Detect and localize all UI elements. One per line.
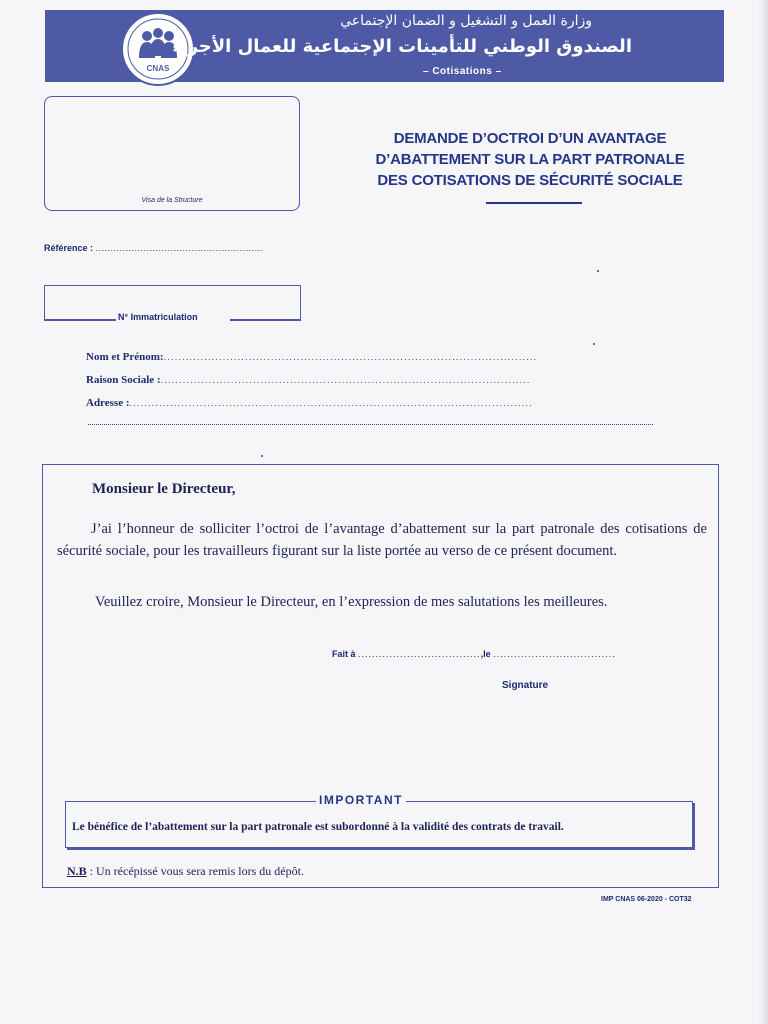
letter-body: J’ai l’honneur de solliciter l’octroi de l’avantage d’abattement sur la part patronale des cotisations de sécurité sociale, pour les travailleurs figurant sur la liste portée au verso de ce présent document. (57, 521, 707, 559)
field-label: Raison Sociale : (86, 374, 161, 386)
important-title: IMPORTANT (316, 793, 406, 807)
paper-speck (593, 343, 595, 345)
form-title (350, 128, 710, 191)
reference-field[interactable] (44, 243, 264, 253)
fait-label: Fait à (332, 649, 356, 659)
section-label: – Cotisations – (423, 66, 502, 77)
important-text: Le bénéfice de l’abattement sur la part patronale est subordonné à la validité des contrats de travail. (72, 821, 564, 833)
address-continuation-line[interactable] (88, 424, 653, 425)
salutation: Monsieur le Directeur, (92, 481, 236, 497)
field-label: Adresse : (86, 397, 130, 409)
form-reference-code: IMP CNAS 06-2020 - COT32 (601, 896, 692, 903)
field-adresse[interactable] (86, 397, 533, 409)
letter-closing: Veuillez croire, Monsieur le Directeur, en l’expression de mes salutations les meilleures. (95, 594, 608, 610)
reference-label: Référence : (44, 243, 94, 253)
reference-dots: ........................................................ (95, 243, 264, 253)
field-dots: .................................................................................................... (160, 375, 531, 385)
field-label: Nom et Prénom: (86, 351, 164, 363)
immatriculation-border (44, 319, 116, 321)
title-line-1: DEMANDE D’OCTROI D’UN AVANTAGE (393, 130, 667, 147)
nb-note (67, 864, 304, 879)
title-line-3: DES COTISATIONS DE SÉCURITÉ SOCIALE (377, 172, 683, 189)
paper-speck (597, 270, 599, 272)
ministry-name: وزارة العمل و التشغيل و الضمان الإجتماعي (340, 13, 592, 29)
title-line-2: D’ABATTEMENT SUR LA PART PATRONALE (375, 151, 685, 168)
signature-label: Signature (502, 680, 549, 691)
immatriculation-label: N° Immatriculation (118, 312, 198, 322)
place-date-field[interactable] (332, 649, 616, 659)
le-label: ,le (480, 649, 491, 659)
paper-speck (261, 455, 263, 457)
fait-dots: ................................... (358, 649, 481, 659)
le-dots: ................................... (493, 649, 616, 659)
field-dots: ..................................................................................................... (163, 352, 538, 362)
visa-box (44, 96, 300, 211)
page-edge-shadow (758, 0, 768, 1024)
logo-text: CNAS (146, 64, 170, 73)
nb-text: : Un récépissé vous sera remis lors du dépôt. (86, 864, 304, 878)
header-band (45, 10, 724, 82)
immatriculation-border (230, 319, 301, 321)
visa-label: Visa de la Structure (141, 197, 203, 204)
fund-name: الصندوق الوطني للتأمينات الإجتماعية للعمال الأجراء (172, 36, 632, 57)
field-dots: ............................................................................................................. (129, 398, 533, 408)
title-underline (486, 202, 582, 204)
field-nom-prenom[interactable] (86, 351, 537, 363)
field-raison-sociale[interactable] (86, 374, 531, 386)
nb-label: N.B (67, 864, 87, 878)
